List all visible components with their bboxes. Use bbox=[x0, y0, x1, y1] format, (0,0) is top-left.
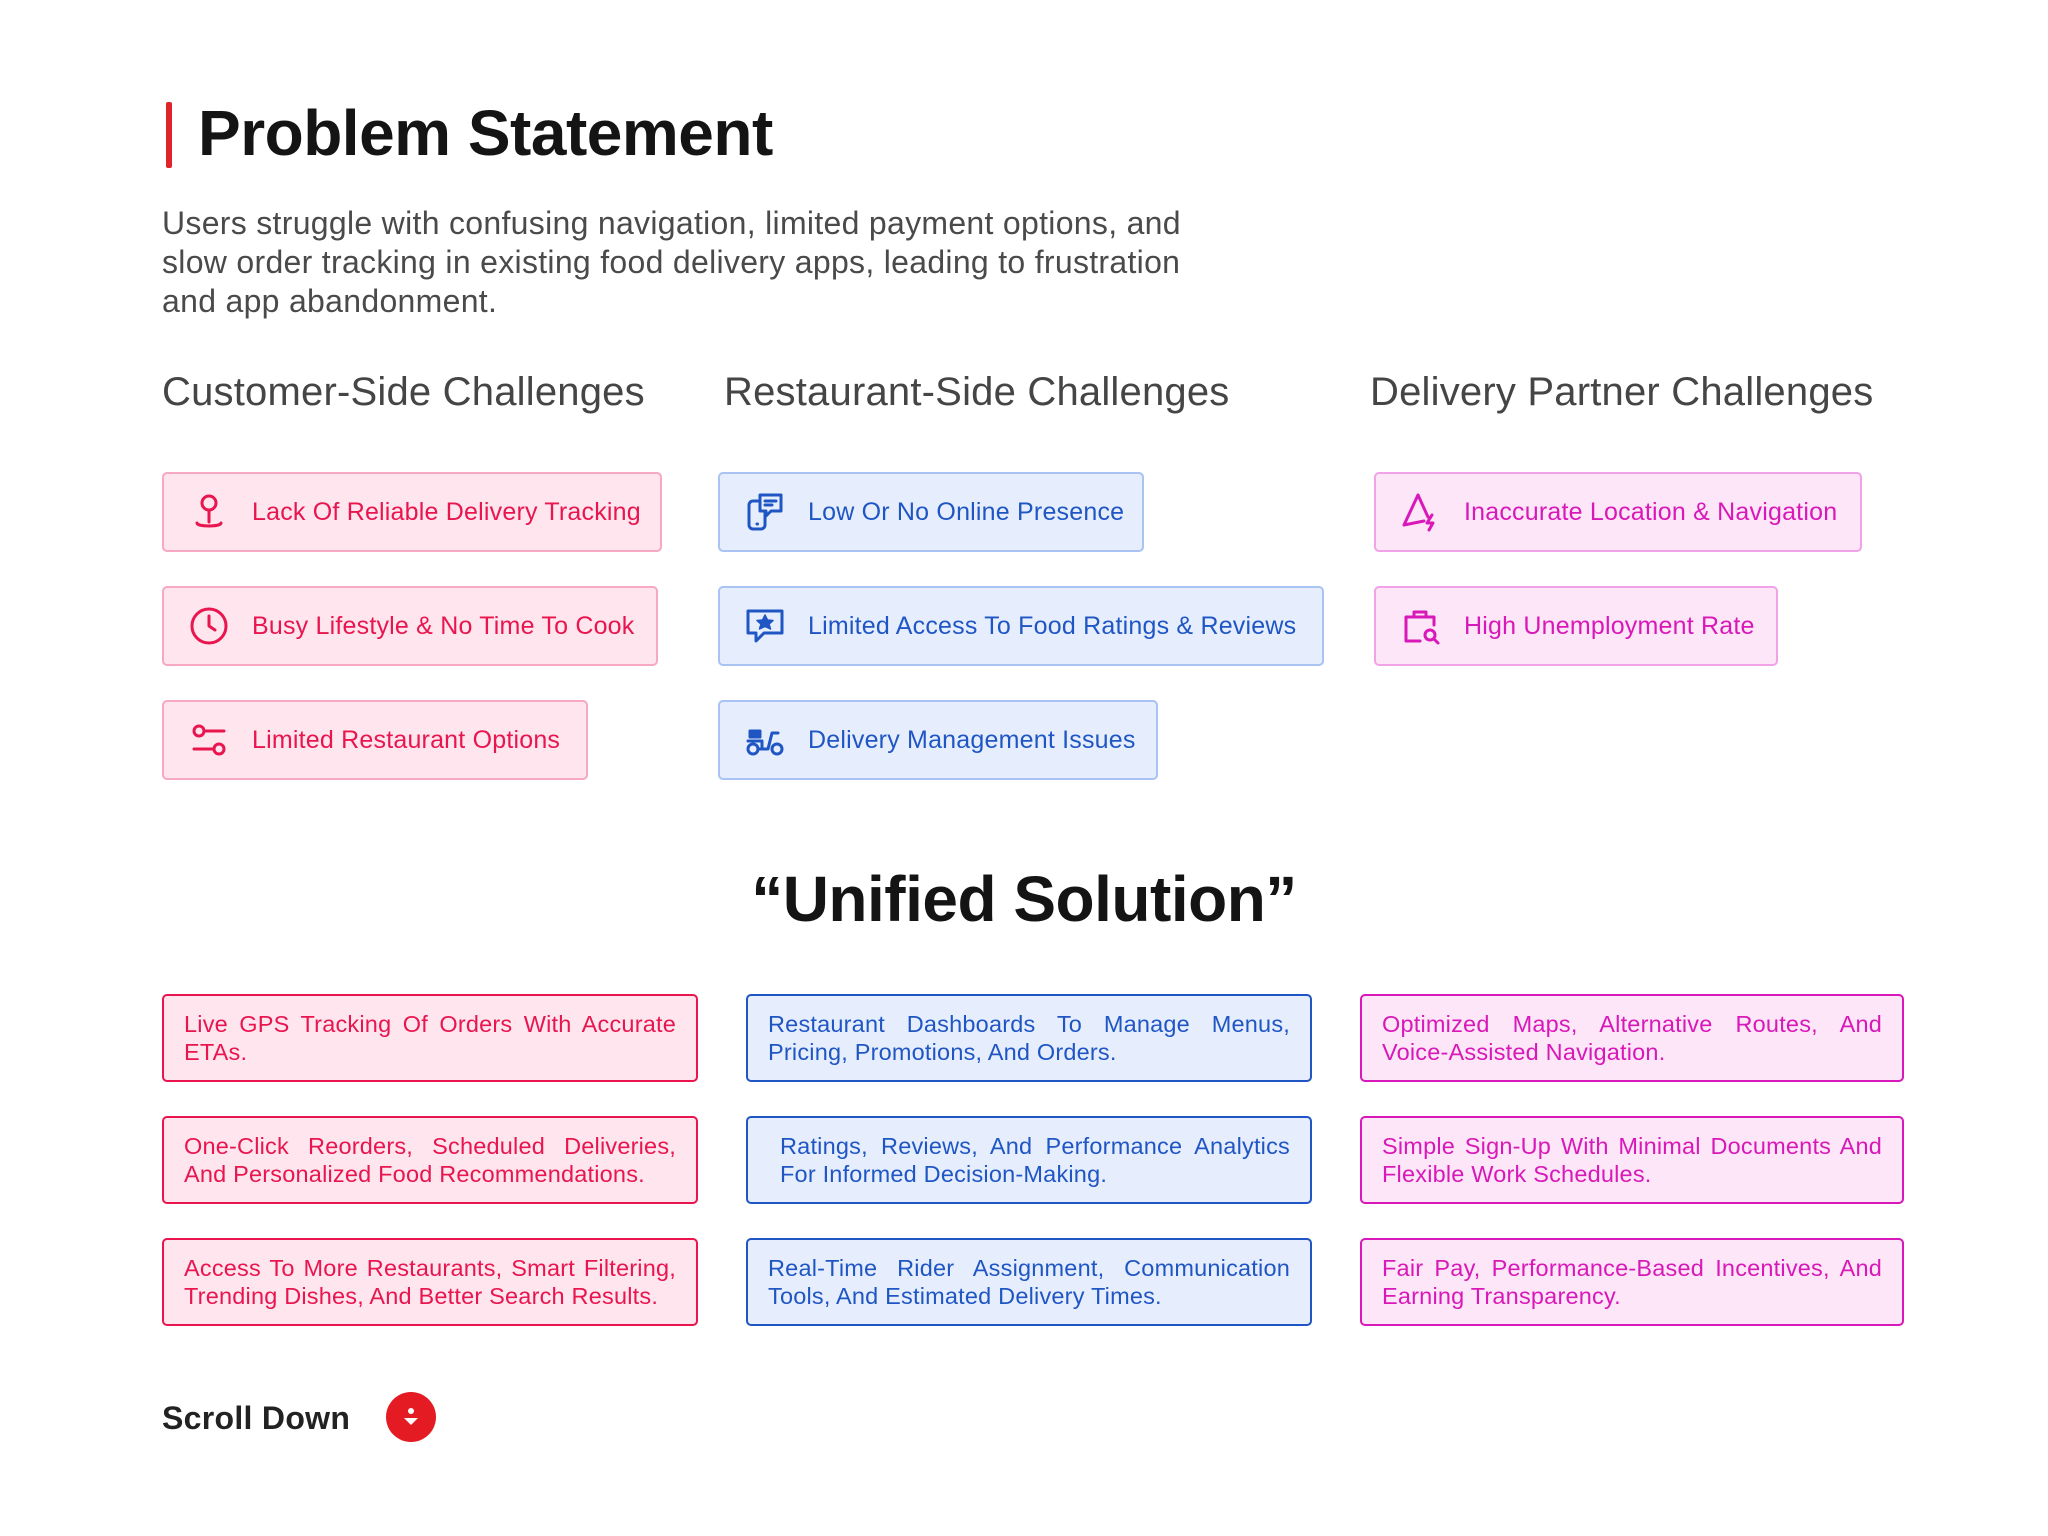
restaurant-solution-card: Real-Time Rider Assignment, Communication Tools, And Estimated Delivery Times. bbox=[746, 1238, 1312, 1326]
delivery-challenges-heading: Delivery Partner Challenges bbox=[1370, 370, 1874, 414]
customer-solution-card: Live GPS Tracking Of Orders With Accurate ETAs. bbox=[162, 994, 698, 1082]
scroll-down-label[interactable]: Scroll Down bbox=[162, 1400, 351, 1436]
chip-label: Limited Access To Food Ratings & Reviews bbox=[808, 611, 1297, 640]
arrow-down-circle-icon bbox=[398, 1404, 424, 1430]
mobile-chat-icon bbox=[744, 491, 786, 533]
page-title: Problem Statement bbox=[198, 97, 773, 169]
delivery-challenge-chip bbox=[1374, 472, 1862, 552]
customer-challenge-chip bbox=[162, 586, 658, 666]
star-chat-icon bbox=[744, 605, 786, 647]
customer-solution-card: One-Click Reorders, Scheduled Deliveries, And Personalized Food Recommendations. bbox=[162, 1116, 698, 1204]
customer-challenge-chip bbox=[162, 700, 588, 780]
chip-label: Delivery Management Issues bbox=[808, 725, 1136, 754]
restaurant-challenge-chip bbox=[718, 472, 1144, 552]
customer-solution-card: Access To More Restaurants, Smart Filtering, Trending Dishes, And Better Search Results. bbox=[162, 1238, 698, 1326]
customer-challenges-heading: Customer-Side Challenges bbox=[162, 370, 645, 414]
restaurant-solution-card: Restaurant Dashboards To Manage Menus, Pricing, Promotions, And Orders. bbox=[746, 994, 1312, 1082]
briefcase-search-icon bbox=[1400, 605, 1442, 647]
chip-label: Lack Of Reliable Delivery Tracking bbox=[252, 497, 641, 526]
delivery-challenge-chip bbox=[1374, 586, 1778, 666]
restaurant-challenge-chip bbox=[718, 586, 1324, 666]
scroll-down-button[interactable] bbox=[386, 1392, 436, 1442]
delivery-solution-card: Simple Sign-Up With Minimal Documents And Flexible Work Schedules. bbox=[1360, 1116, 1904, 1204]
scooter-icon bbox=[744, 719, 786, 761]
problem-description: Users struggle with confusing navigation, limited payment options, and slow order tracking in existing food delivery apps, leading to frustration and app abandonment. bbox=[162, 205, 1181, 319]
restaurant-challenge-chip bbox=[718, 700, 1158, 780]
chip-label: Limited Restaurant Options bbox=[252, 725, 561, 754]
restaurant-solution-card: Ratings, Reviews, And Performance Analytics For Informed Decision-Making. bbox=[746, 1116, 1312, 1204]
location-pin-icon bbox=[188, 491, 230, 533]
title-accent-bar bbox=[166, 102, 172, 168]
chip-label: Inaccurate Location & Navigation bbox=[1464, 497, 1838, 526]
solution-title: “Unified Solution” bbox=[751, 863, 1297, 935]
chip-label: Low Or No Online Presence bbox=[808, 497, 1125, 526]
restaurant-challenges-heading: Restaurant-Side Challenges bbox=[724, 370, 1230, 414]
delivery-solution-card: Fair Pay, Performance-Based Incentives, And Earning Transparency. bbox=[1360, 1238, 1904, 1326]
customer-challenge-chip bbox=[162, 472, 662, 552]
navigation-arrow-icon bbox=[1400, 491, 1442, 533]
delivery-solution-card: Optimized Maps, Alternative Routes, And Voice-Assisted Navigation. bbox=[1360, 994, 1904, 1082]
filter-sliders-icon bbox=[188, 719, 230, 761]
chip-label: High Unemployment Rate bbox=[1464, 611, 1755, 640]
chip-label: Busy Lifestyle & No Time To Cook bbox=[252, 611, 635, 640]
clock-icon bbox=[188, 605, 230, 647]
